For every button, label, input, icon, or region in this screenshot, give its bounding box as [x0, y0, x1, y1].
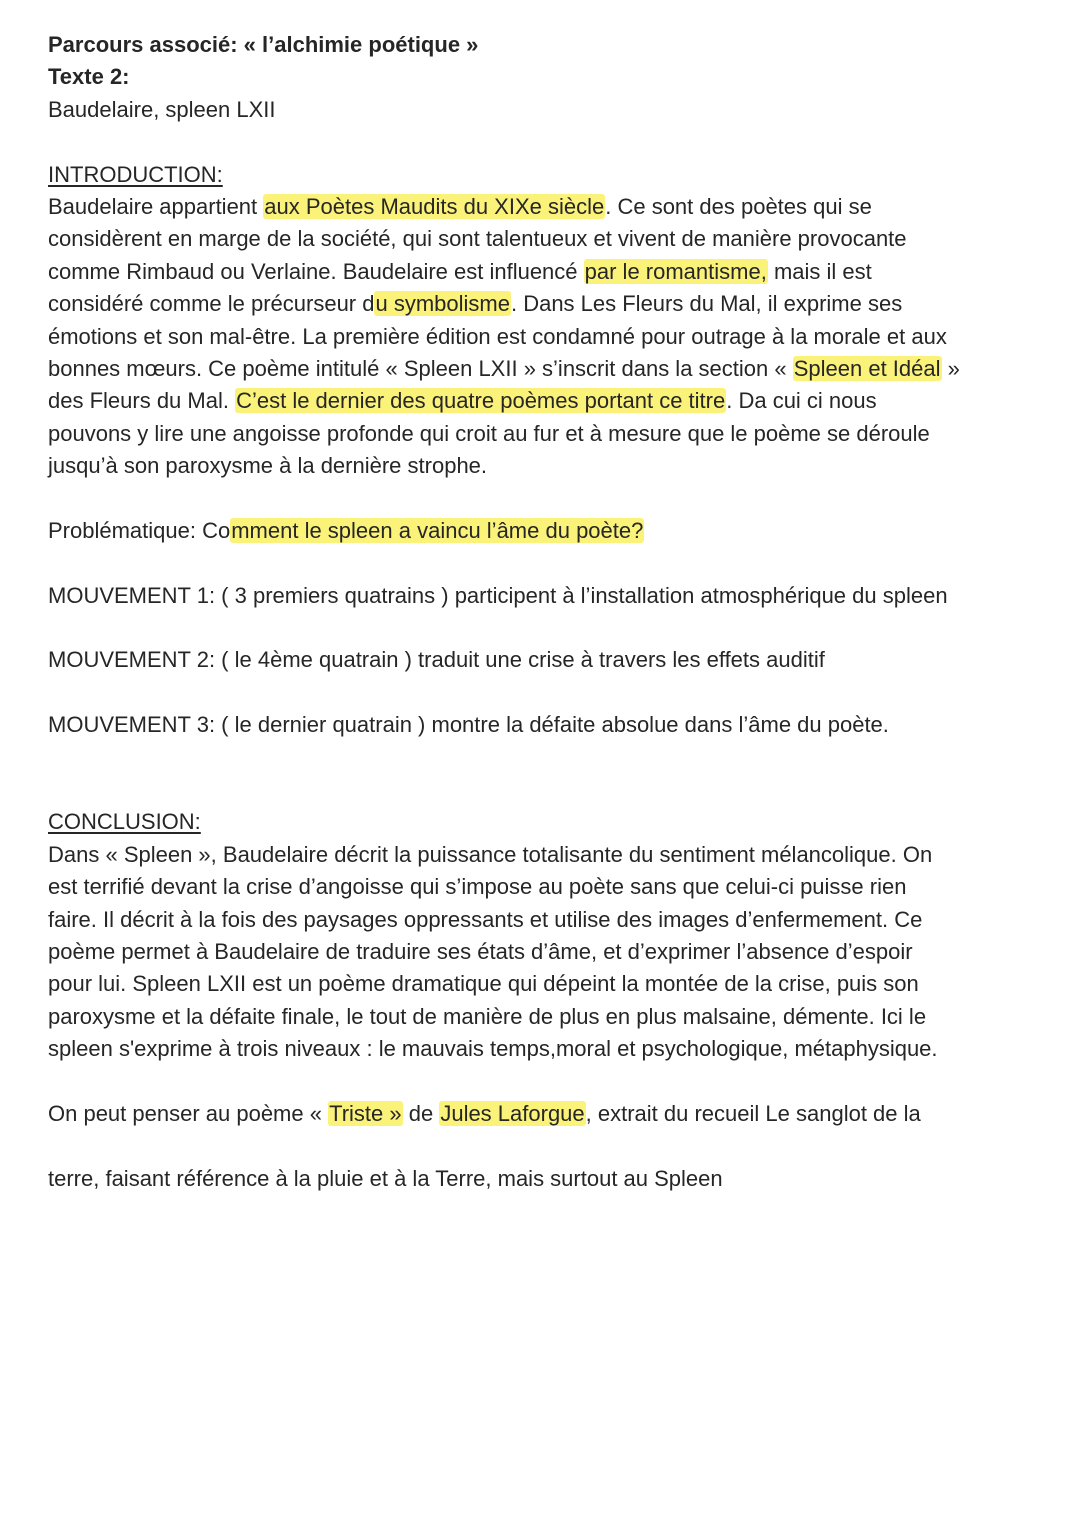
section-heading — [48, 806, 960, 838]
text-line — [48, 1001, 960, 1033]
highlighted-text: C’est le dernier des quatre poèmes portant ce titre — [236, 388, 726, 414]
text-segment: Texte 2: — [48, 64, 130, 90]
text-line — [48, 256, 960, 288]
text-segment: de — [402, 1100, 440, 1126]
text-line — [48, 1163, 960, 1195]
text-segment: bonnes mœurs. Ce poème intitulé « Spleen LXII » s’inscrit dans la section « — [48, 355, 793, 381]
highlighted-text: mment le spleen a vaincu l’âme du poète? — [231, 517, 644, 543]
text-line — [48, 612, 960, 644]
text-segment: terre, faisant référence à la pluie et à la Terre, mais surtout au Spleen — [48, 1165, 723, 1191]
text-line — [48, 353, 960, 385]
text-segment: . Ce sont des poètes qui se — [605, 193, 872, 219]
text-line — [48, 968, 960, 1000]
text-segment: considéré comme le précurseur d — [48, 291, 375, 317]
text-line — [48, 385, 960, 417]
text-line — [48, 677, 960, 709]
highlighted-text: par le romantisme, — [584, 258, 767, 284]
text-segment: On peut penser au poème « — [48, 1100, 329, 1126]
text-segment: Dans « Spleen », Baudelaire décrit la puissance totalisante du sentiment mélancolique. On — [48, 841, 933, 867]
text-segment: INTRODUCTION: — [48, 161, 223, 187]
document-title-line — [48, 61, 960, 93]
text-segment: MOUVEMENT 1: ( 3 premiers quatrains ) participent à l’installation atmosphérique du spleen — [48, 582, 948, 608]
text-line — [48, 1130, 960, 1162]
text-line — [48, 709, 960, 741]
text-segment: pour lui. Spleen LXII est un poème dramatique qui dépeint la montée de la crise, puis son — [48, 971, 919, 997]
text-line — [48, 774, 960, 806]
text-line — [48, 515, 960, 547]
highlighted-text: aux Poètes Maudits du XIXe siècle — [264, 193, 605, 219]
text-segment: spleen s'exprime à trois niveaux : le mauvais temps,moral et psychologique, métaphysique. — [48, 1036, 938, 1062]
text-segment: pouvons y lire une angoisse profonde qui croit au fur et à mesure que le poème se déroule — [48, 420, 930, 446]
highlighted-text: Spleen et Idéal — [793, 355, 941, 381]
text-line — [48, 904, 960, 936]
text-line — [48, 482, 960, 514]
text-segment: des Fleurs du Mal. — [48, 388, 236, 414]
text-line — [48, 1066, 960, 1098]
text-segment: faire. Il décrit à la fois des paysages oppressants et utilise des images d’enfermement. Ce — [48, 906, 923, 932]
text-segment: . Dans Les Fleurs du Mal, il exprime ses — [510, 291, 903, 317]
text-line — [48, 1033, 960, 1065]
text-segment: Baudelaire appartient — [48, 193, 264, 219]
text-line — [48, 936, 960, 968]
text-segment: , extrait du recueil Le sanglot de la — [585, 1100, 921, 1126]
text-segment: émotions et son mal-être. La première édition est condamné pour outrage à la morale et aux — [48, 323, 947, 349]
text-line — [48, 94, 960, 126]
text-segment: Parcours associé: « l’alchimie poétique » — [48, 32, 479, 57]
text-line — [48, 288, 960, 320]
section-heading — [48, 159, 960, 191]
text-segment: MOUVEMENT 3: ( le dernier quatrain ) montre la défaite absolue dans l’âme du poète. — [48, 712, 889, 738]
text-segment: considèrent en marge de la société, qui sont talentueux et vivent de manière provocante — [48, 226, 907, 252]
text-segment: poème permet à Baudelaire de traduire ses états d’âme, et d’exprimer l’absence d’espoir — [48, 938, 913, 964]
text-line — [48, 450, 960, 482]
text-segment: » — [941, 355, 960, 381]
highlighted-text: u symbolisme — [375, 291, 510, 317]
text-line — [48, 871, 960, 903]
highlighted-text: Jules Laforgue — [440, 1100, 585, 1126]
text-line — [48, 644, 960, 676]
text-line — [48, 418, 960, 450]
text-segment: MOUVEMENT 2: ( le 4ème quatrain ) traduit une crise à travers les effets auditif — [48, 647, 825, 673]
text-segment: est terrifié devant la crise d’angoisse qui s’impose au poète sans que celui-ci puisse rien — [48, 874, 907, 900]
highlighted-text: Triste » — [329, 1100, 402, 1126]
text-line — [48, 839, 960, 871]
text-line — [48, 126, 960, 158]
text-segment: jusqu’à son paroxysme à la dernière strophe. — [48, 453, 488, 479]
document-body — [48, 29, 960, 1195]
text-line — [48, 191, 960, 223]
text-segment: . Da cui ci nous — [726, 388, 877, 414]
text-line — [48, 547, 960, 579]
text-segment: Problématique: Co — [48, 517, 231, 543]
text-line — [48, 321, 960, 353]
text-segment: paroxysme et la défaite finale, le tout de manière de plus en plus malsaine, démente. Ici le — [48, 1003, 927, 1029]
text-line — [48, 223, 960, 255]
text-line — [48, 1098, 960, 1130]
text-segment: Baudelaire, spleen LXII — [48, 96, 276, 122]
text-segment: mais il est — [767, 258, 872, 284]
text-line — [48, 742, 960, 774]
text-line — [48, 580, 960, 612]
text-segment: CONCLUSION: — [48, 809, 201, 835]
document-title-line — [48, 29, 960, 61]
text-segment: comme Rimbaud ou Verlaine. Baudelaire est influencé — [48, 258, 584, 284]
